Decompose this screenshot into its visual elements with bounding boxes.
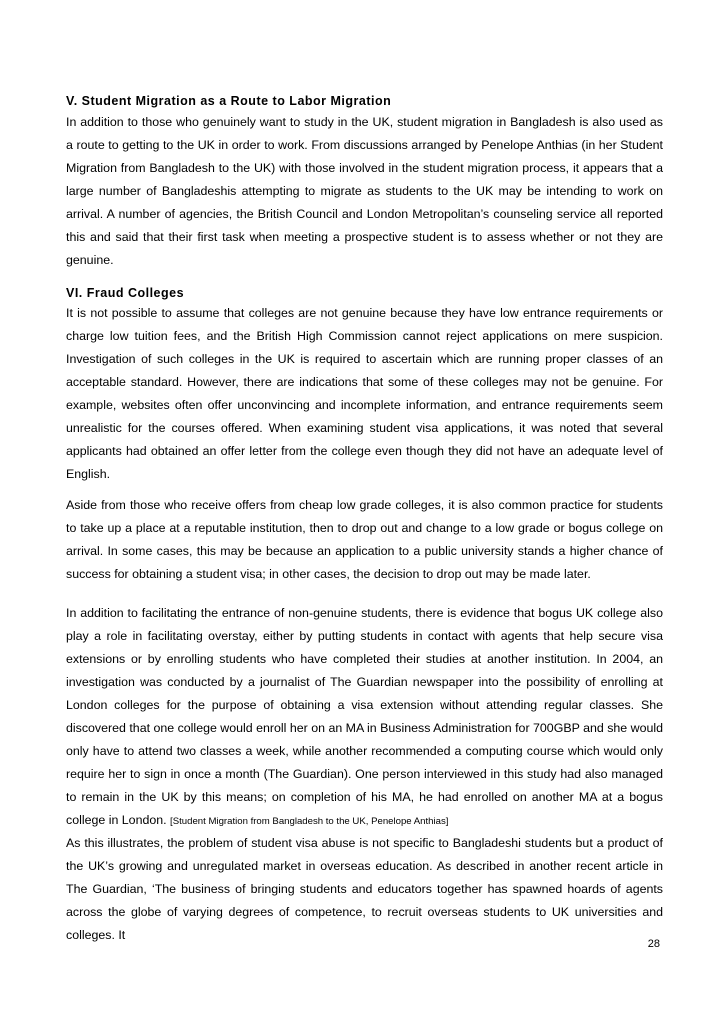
page-number: 28	[647, 938, 660, 950]
paragraph-fraud-colleges-4: As this illustrates, the problem of student visa abuse is not specific to Bangladeshi students but a product of the UK’s growing and unregulated market in overseas education. As described in another recent article in The Guardian, ‘The business of bringing students and educators together has spawned hoards of agents across the globe of varying degrees of competence, to recruit overseas students to UK universities and colleges. It	[66, 836, 663, 942]
paragraph-fraud-colleges-2: Aside from those who receive offers from cheap low grade colleges, it is also common practice for students to take up a place at a reputable institution, then to drop out and change to a low grade or bogus college on arrival. In some cases, this may be because an application to a public university stands a higher chance of success for obtaining a student visa; in other cases, the decision to drop out may be made later.	[66, 498, 663, 581]
citation: [Student Migration from Bangladesh to the UK, Penelope Anthias]	[170, 816, 449, 827]
section-heading-labor-migration: V. Student Migration as a Route to Labor Migration	[66, 94, 392, 108]
paragraph-fraud-colleges-3	[66, 602, 663, 833]
paragraph-labor-migration: In addition to those who genuinely want to study in the UK, student migration in Bangladesh is also used as a route to getting to the UK in order to work. From discussions arranged by Penelope Anthias (in her Student Migration from Bangladesh to the UK) with those involved in the student migration process, it appears that a large number of Bangladeshis attempting to migrate as students to the UK may be intending to work on arrival. A number of agencies, the British Council and London Metropolitan’s counseling service all reported this and said that their first task when meeting a prospective student is to assess whether or not they are genuine.	[66, 115, 663, 267]
paragraph-fraud-colleges-1: It is not possible to assume that colleges are not genuine because they have low entrance requirements or charge low tuition fees, and the British High Commission cannot reject applications on mere suspicion. Investigation of such colleges in the UK is required to ascertain which are running proper classes of an acceptable standard. However, there are indications that some of these colleges may not be genuine. For example, websites often offer unconvincing and incomplete information, and entrance requirements seem unrealistic for the courses offered. When examining student visa applications, it was noted that several applicants had obtained an offer letter from the college even though they did not have an adequate level of English.	[66, 306, 663, 481]
section-heading-fraud-colleges: VI. Fraud Colleges	[66, 286, 185, 300]
paragraph-fraud-colleges-3-text: In addition to facilitating the entrance of non-genuine students, there is evidence that bogus UK college also play a role in facilitating overstay, either by putting students in contact with agents that help secure visa extensions or by enrolling students who have completed their studies at another institution. In 2004, an investigation was conducted by a journalist of The Guardian newspaper into the possibility of enrolling at London colleges for the purpose of obtaining a visa extension without attending regular classes. She discovered that one college would enroll her on an MA in Business Administration for 700GBP and she would only have to attend two classes a week, while another recommended a computing course which would only require her to sign in once a month (The Guardian). One person interviewed in this study had also managed to remain in the UK by this means; on completion of his MA, he had enrolled on another MA at a bogus college in London.	[66, 606, 663, 827]
